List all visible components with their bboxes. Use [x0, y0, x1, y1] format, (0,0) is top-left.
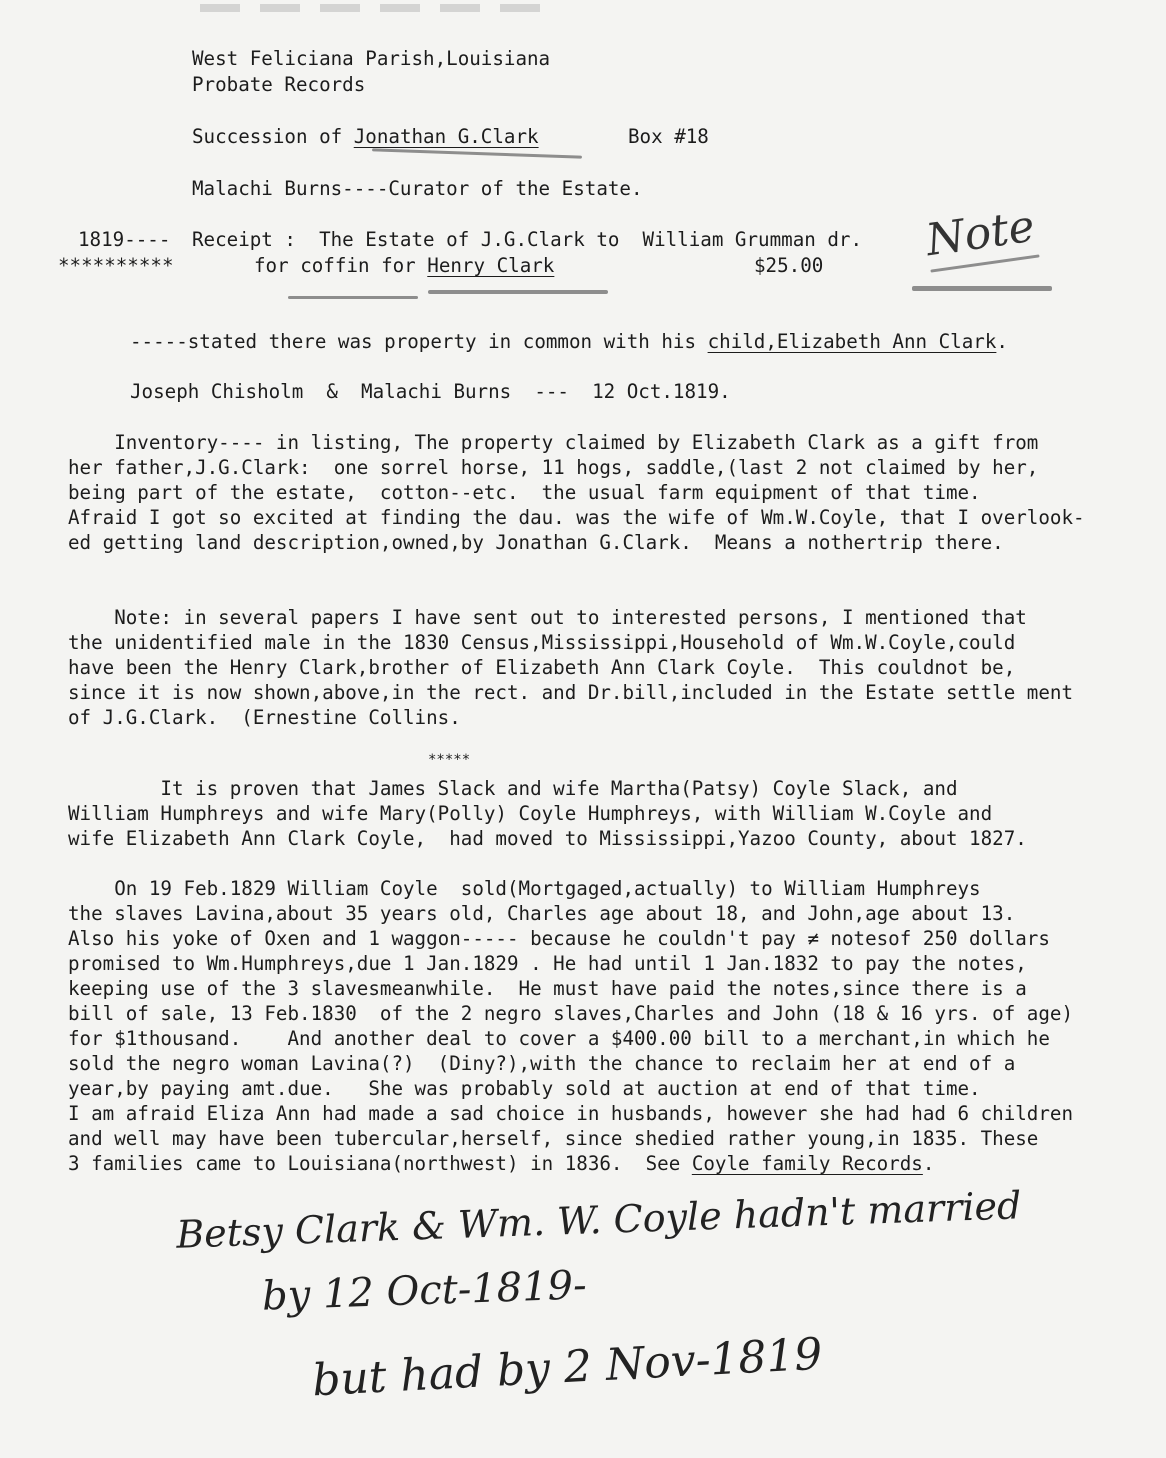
note-line: have been the Henry Clark,brother of Elizabeth Ann Clark Coyle. This couldnot be,: [68, 656, 1016, 679]
sale-line: Also his yoke of Oxen and 1 waggon----- because he couldn't pay ≠ notesof 250 dollars: [68, 927, 1050, 950]
child-name: child,Elizabeth Ann Clark: [707, 330, 997, 353]
note-line: of J.G.Clark. (Ernestine Collins.: [68, 706, 461, 729]
last-line-suffix: .: [922, 1152, 935, 1175]
handwritten-line: by 12 Oct-1819-: [261, 1262, 588, 1320]
inventory-line: ed getting land description,owned,by Jonathan G.Clark. Means a nothertrip there.: [68, 531, 1004, 554]
receipt-line: Receipt : The Estate of J.G.Clark to William Grumman dr.: [192, 228, 863, 251]
sale-last-line: [68, 1151, 934, 1176]
sale-line: keeping use of the 3 slavesmeanwhile. He must have paid the notes,since there is a: [68, 977, 1027, 1000]
sale-line: and well may have been tubercular,herself, since shedied rather young,in 1835. These: [68, 1127, 1039, 1150]
stated-line: [130, 329, 1008, 354]
stated-suffix: .: [996, 330, 1008, 353]
note-line: Note: in several papers I have sent out to interested persons, I mentioned that: [68, 606, 1027, 629]
succession-name: Jonathan G.Clark: [353, 125, 539, 148]
handwritten-line: Betsy Clark & Wm. W. Coyle hadn't married: [175, 1183, 1022, 1257]
henry-clark-name: Henry Clark: [427, 254, 555, 277]
sale-line: sold the negro woman Lavina(?) (Diny?),with the chance to reclaim her at end of a: [68, 1052, 1016, 1075]
coyle-records-reference: Coyle family Records: [691, 1152, 923, 1175]
faded-header-marks: [200, 4, 560, 12]
last-line-prefix: 3 families came to Louisiana(northwest) in 1836. See: [68, 1152, 692, 1175]
records-heading: Probate Records: [192, 73, 366, 96]
sale-line: for $1thousand. And another deal to cover a $400.00 bill to a merchant,in which he: [68, 1027, 1050, 1050]
sale-line: I am afraid Eliza Ann had made a sad choice in husbands, however she had had 6 children: [68, 1102, 1074, 1125]
asterisk-rule: **********: [58, 254, 174, 277]
coffin-line: [254, 253, 554, 278]
box-number: Box #18: [628, 125, 709, 148]
proven-line: It is proven that James Slack and wife Martha(Patsy) Coyle Slack, and: [68, 777, 958, 800]
inventory-line: Inventory---- in listing, The property claimed by Elizabeth Clark as a gift from: [68, 431, 1039, 454]
receipt-amount: $25.00: [754, 254, 824, 277]
note-line: the unidentified male in the 1830 Census,Mississippi,Household of Wm.W.Coyle,could: [68, 631, 1016, 654]
inventory-line: Afraid I got so excited at finding the dau. was the wife of Wm.W.Coyle, that I overlook-: [68, 506, 1085, 529]
sale-line: bill of sale, 13 Feb.1830 of the 2 negro slaves,Charles and John (18 & 16 yrs. of age): [68, 1002, 1074, 1025]
succession-line: [192, 124, 539, 149]
sale-line: year,by paying amt.due. She was probably sold at auction at end of that time.: [68, 1077, 981, 1100]
inventory-line: being part of the estate, cotton--etc. the usual farm equipment of that time.: [68, 481, 981, 504]
sale-line: promised to Wm.Humphreys,due 1 Jan.1829 . He had until 1 Jan.1832 to pay the notes,: [68, 952, 1027, 975]
sale-line: On 19 Feb.1829 William Coyle sold(Mortgaged,actually) to William Humphreys: [68, 877, 981, 900]
inventory-line: her father,J.G.Clark: one sorrel horse, 11 hogs, saddle,(last 2 not claimed by her,: [68, 456, 1039, 479]
parish-heading: West Feliciana Parish,Louisiana: [192, 47, 551, 70]
proven-line: William Humphreys and wife Mary(Polly) Coyle Humphreys, with William W.Coyle and: [68, 802, 993, 825]
stated-prefix: -----stated there was property in common with his: [130, 330, 708, 353]
curator-line: Malachi Burns----Curator of the Estate.: [192, 177, 643, 200]
pencil-mark: [288, 296, 418, 299]
handwritten-note-label: Note: [922, 200, 1038, 267]
pencil-mark: [912, 286, 1052, 291]
proven-line: wife Elizabeth Ann Clark Coyle, had moved to Mississippi,Yazoo County, about 1827.: [68, 827, 1027, 850]
note-line: since it is now shown,above,in the rect. and Dr.bill,included in the Estate settle ment: [68, 681, 1074, 704]
succession-label: Succession of: [192, 125, 354, 148]
pencil-underline: [372, 148, 582, 158]
section-separator: *****: [428, 752, 471, 768]
witnesses-line: Joseph Chisholm & Malachi Burns --- 12 Oct.1819.: [130, 380, 731, 403]
receipt-year: 1819----: [78, 228, 171, 251]
coffin-prefix: for coffin for: [254, 254, 428, 277]
sale-line: the slaves Lavina,about 35 years old, Charles age about 18, and John,age about 13.: [68, 902, 1016, 925]
pencil-mark: [428, 290, 608, 294]
handwritten-line: but had by 2 Nov-1819: [311, 1328, 824, 1407]
